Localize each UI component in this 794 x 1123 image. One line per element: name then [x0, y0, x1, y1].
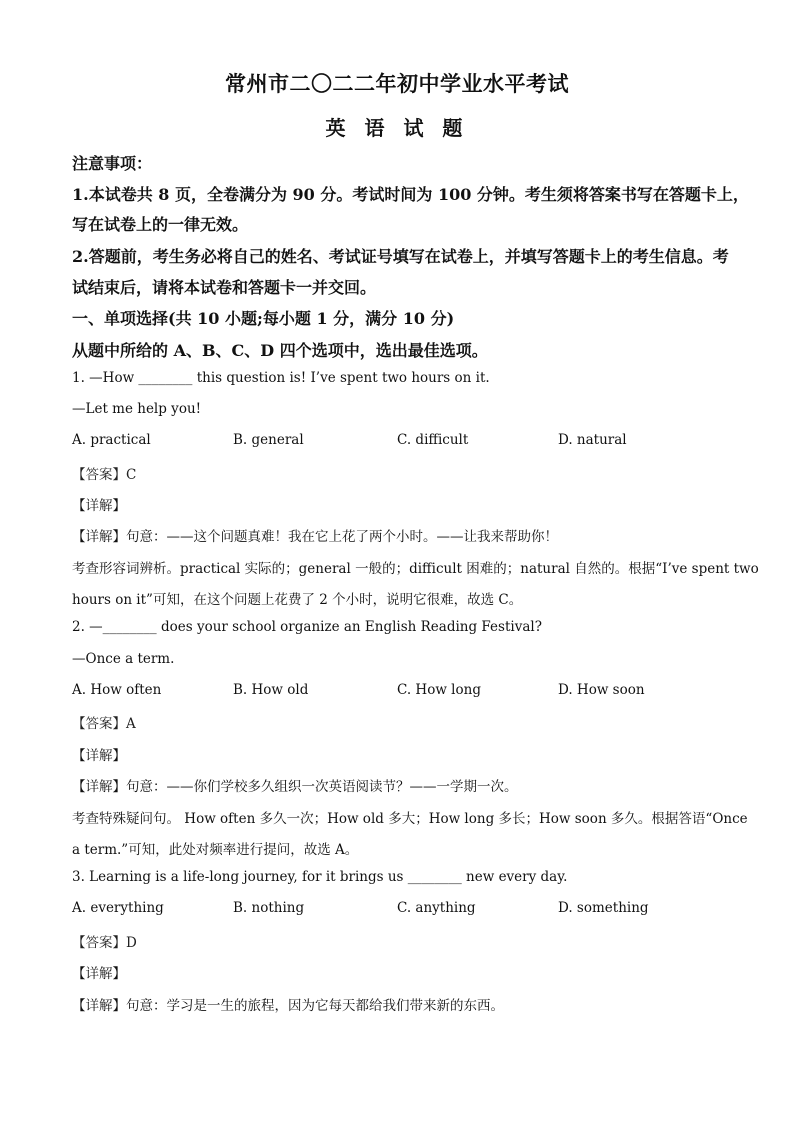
q2-option-d: D. How soon: [558, 682, 645, 698]
q3-explanation-1: 【详解】句意：学习是一生的旅程，因为它每天都给我们带来新的东西。: [72, 998, 504, 1014]
q2-explanation-1: 【详解】句意：——你们学校多久组织一次英语阅读节？——一学期一次。: [72, 779, 518, 795]
q3-option-b: B. nothing: [233, 900, 305, 916]
q2-option-a: A. How often: [72, 682, 162, 698]
q2-stem: 2. —________ does your school organize an English Reading Festival?: [72, 619, 542, 635]
note-1-line-1: 1.本试卷共 8 页，全卷满分为 90 分。考试时间为 100 分钟。考生须将答案书写在答题卡上，: [72, 185, 749, 204]
note-2-line-1: 2.答题前，考生务必将自己的姓名、考试证号填写在试卷上，并填写答题卡上的考生信息。考: [72, 247, 729, 266]
page-subtitle: 英 语 试 题: [325, 116, 469, 140]
q1-reply: —Let me help you!: [72, 401, 202, 417]
q2-explanation-2: 考查特殊疑问句。 How often 多久一次；How old 多大；How long 多长；How soon 多久。根据答语“Once: [72, 811, 748, 827]
page-title: 常州市二〇二二年初中学业水平考试: [225, 71, 569, 96]
q3-detail-tag: 【详解】: [72, 966, 126, 982]
q1-explanation-1: 【详解】句意：——这个问题真难！我在它上花了两个小时。——让我来帮助你！: [72, 529, 558, 545]
q1-option-a: A. practical: [72, 432, 151, 448]
q3-answer: 【答案】D: [72, 935, 137, 951]
q2-explanation-3: a term.”可知，此处对频率进行提问，故选 A。: [72, 842, 359, 858]
section-title: 一、单项选择(共 10 小题;每小题 1 分，满分 10 分): [72, 309, 455, 328]
q2-detail-tag: 【详解】: [72, 748, 126, 764]
section-instruction: 从题中所给的 A、B、C、D 四个选项中，选出最佳选项。: [72, 341, 488, 360]
notes-heading: 注意事项：: [72, 154, 153, 173]
q1-option-b: B. general: [233, 432, 304, 448]
q3-option-d: D. something: [558, 900, 649, 916]
q3-option-a: A. everything: [72, 900, 164, 916]
q3-stem: 3. Learning is a life-long journey, for it brings us ________ new every day.: [72, 869, 568, 885]
q1-explanation-2: 考查形容词辨析。practical 实际的；general 一般的；difficult 困难的；natural 自然的。根据“I’ve spent two: [72, 561, 759, 577]
note-2-line-2: 试结束后，请将本试卷和答题卡一并交回。: [72, 278, 377, 297]
q1-option-d: D. natural: [558, 432, 627, 448]
q1-detail-tag: 【详解】: [72, 498, 126, 514]
q1-stem: 1. —How ________ this question is! I’ve spent two hours on it.: [72, 370, 490, 386]
q2-answer: 【答案】A: [72, 716, 136, 732]
q1-explanation-3: hours on it”可知，在这个问题上花费了 2 个小时，说明它很难，故选 C。: [72, 592, 523, 608]
q1-answer: 【答案】C: [72, 467, 137, 483]
q3-option-c: C. anything: [397, 900, 476, 916]
q1-option-c: C. difficult: [397, 432, 469, 448]
q2-reply: —Once a term.: [72, 651, 175, 667]
q2-option-b: B. How old: [233, 682, 309, 698]
q2-option-c: C. How long: [397, 682, 481, 698]
note-1-line-2: 写在试卷上的一律无效。: [72, 215, 249, 234]
